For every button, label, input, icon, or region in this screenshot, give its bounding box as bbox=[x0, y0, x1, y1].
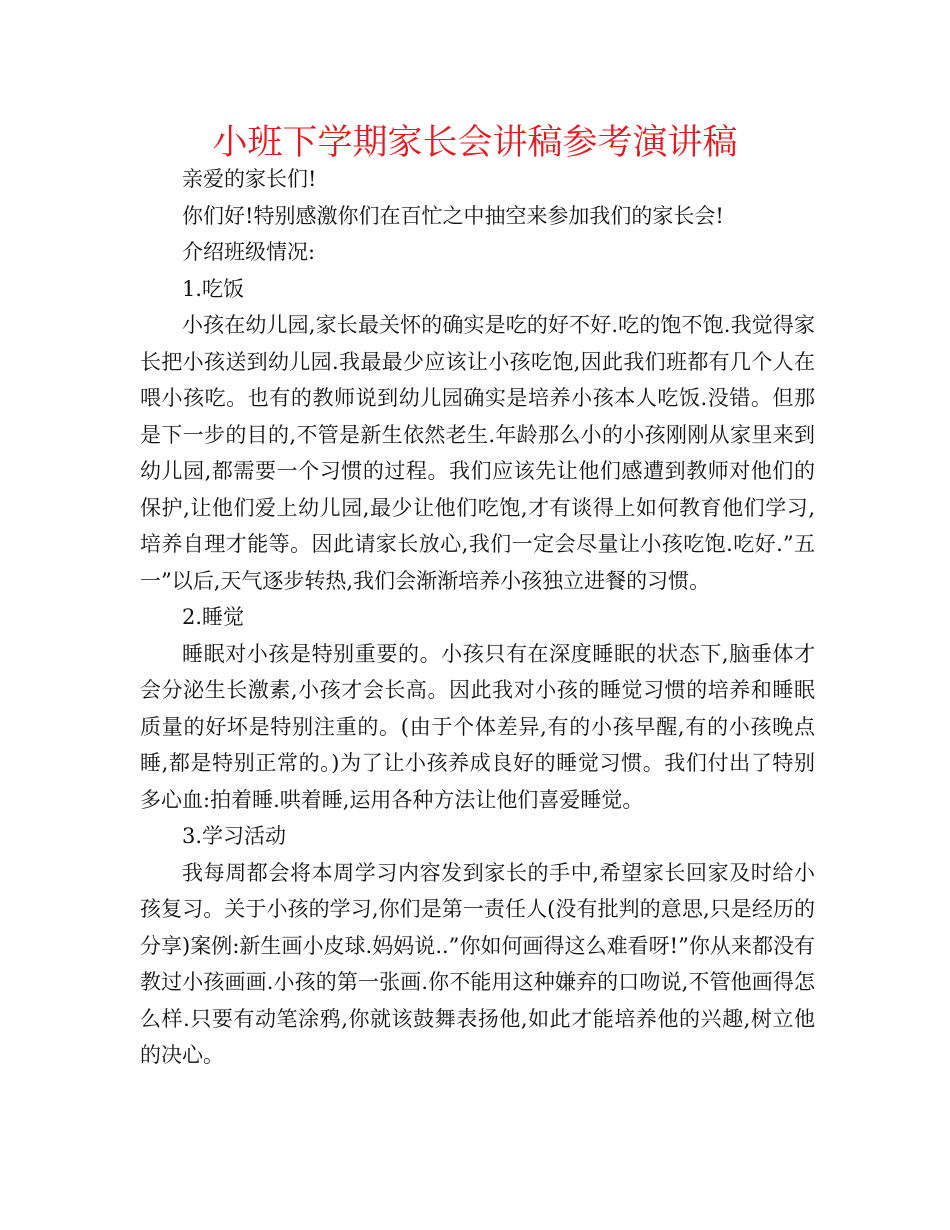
class-intro-heading: 介绍班级情况: bbox=[182, 240, 316, 264]
section-heading-learning: 3.学习活动 bbox=[182, 824, 287, 848]
document-title: 小班下学期家长会讲稿参考演讲稿 bbox=[212, 123, 738, 163]
eating-paragraph: 小孩在幼儿园,家长最关怀的确实是吃的好不好.吃的饱不饱.我觉得家长把小孩送到幼儿园.我最最少应该让小孩吃饱,因此我们班都有几个人在喂小孩吃。也有的教师说到幼儿园确实是培养小孩本人吃饭.没错。但那是下一步的目的,不管是新生依然老生.年龄那么小的小孩刚刚从家里来到幼儿园,都需要一个习惯的过程。我们应该先让他们感遭到教师对他们的保护,让他们爱上幼儿园,最少让他们吃饱,才有谈得上如何教育他们学习,培养自理才能等。因此请家长放心,我们一定会尽量让小孩吃饱.吃好.”五一”以后,天气逐步转热,我们会渐渐培养小孩独立进餐的习惯。 bbox=[140, 313, 815, 593]
sleeping-paragraph: 睡眠对小孩是特别重要的。小孩只有在深度睡眠的状态下,脑垂体才会分泌生长激素,小孩才会长高。因此我对小孩的睡觉习惯的培养和睡眠质量的好坏是特别注重的。(由于个体差异,有的小孩早醒,有的小孩晚点睡,都是特别正常的。)为了让小孩养成良好的睡觉习惯。我们付出了特别多心血:拍着睡.哄着睡,运用各种方法让他们喜爱睡觉。 bbox=[140, 641, 815, 812]
thanks-paragraph: 你们好!特别感激你们在百忙之中抽空来参加我们的家长会! bbox=[182, 203, 724, 228]
section-heading-eating: 1.吃饭 bbox=[182, 276, 245, 301]
learning-paragraph: 我每周都会将本周学习内容发到家长的手中,希望家长回家及时给小孩复习。关于小孩的学习,你们是第一责任人(没有批判的意思,只是经历的分享)案例:新生画小皮球.妈妈说..”你如何画得这么难看呀!”你从来都没有教过小孩画画.小孩的第一张画.你不能用这种嫌弃的口吻说,不管他画得怎么样.只要有动笔涂鸦,你就该鼓舞表扬他,如此才能培养他的兴趣,树立他的决心。 bbox=[140, 860, 815, 1067]
section-heading-sleeping: 2.睡觉 bbox=[182, 605, 245, 629]
greeting-paragraph: 亲爱的家长们! bbox=[182, 167, 317, 191]
document-body bbox=[140, 161, 815, 1074]
